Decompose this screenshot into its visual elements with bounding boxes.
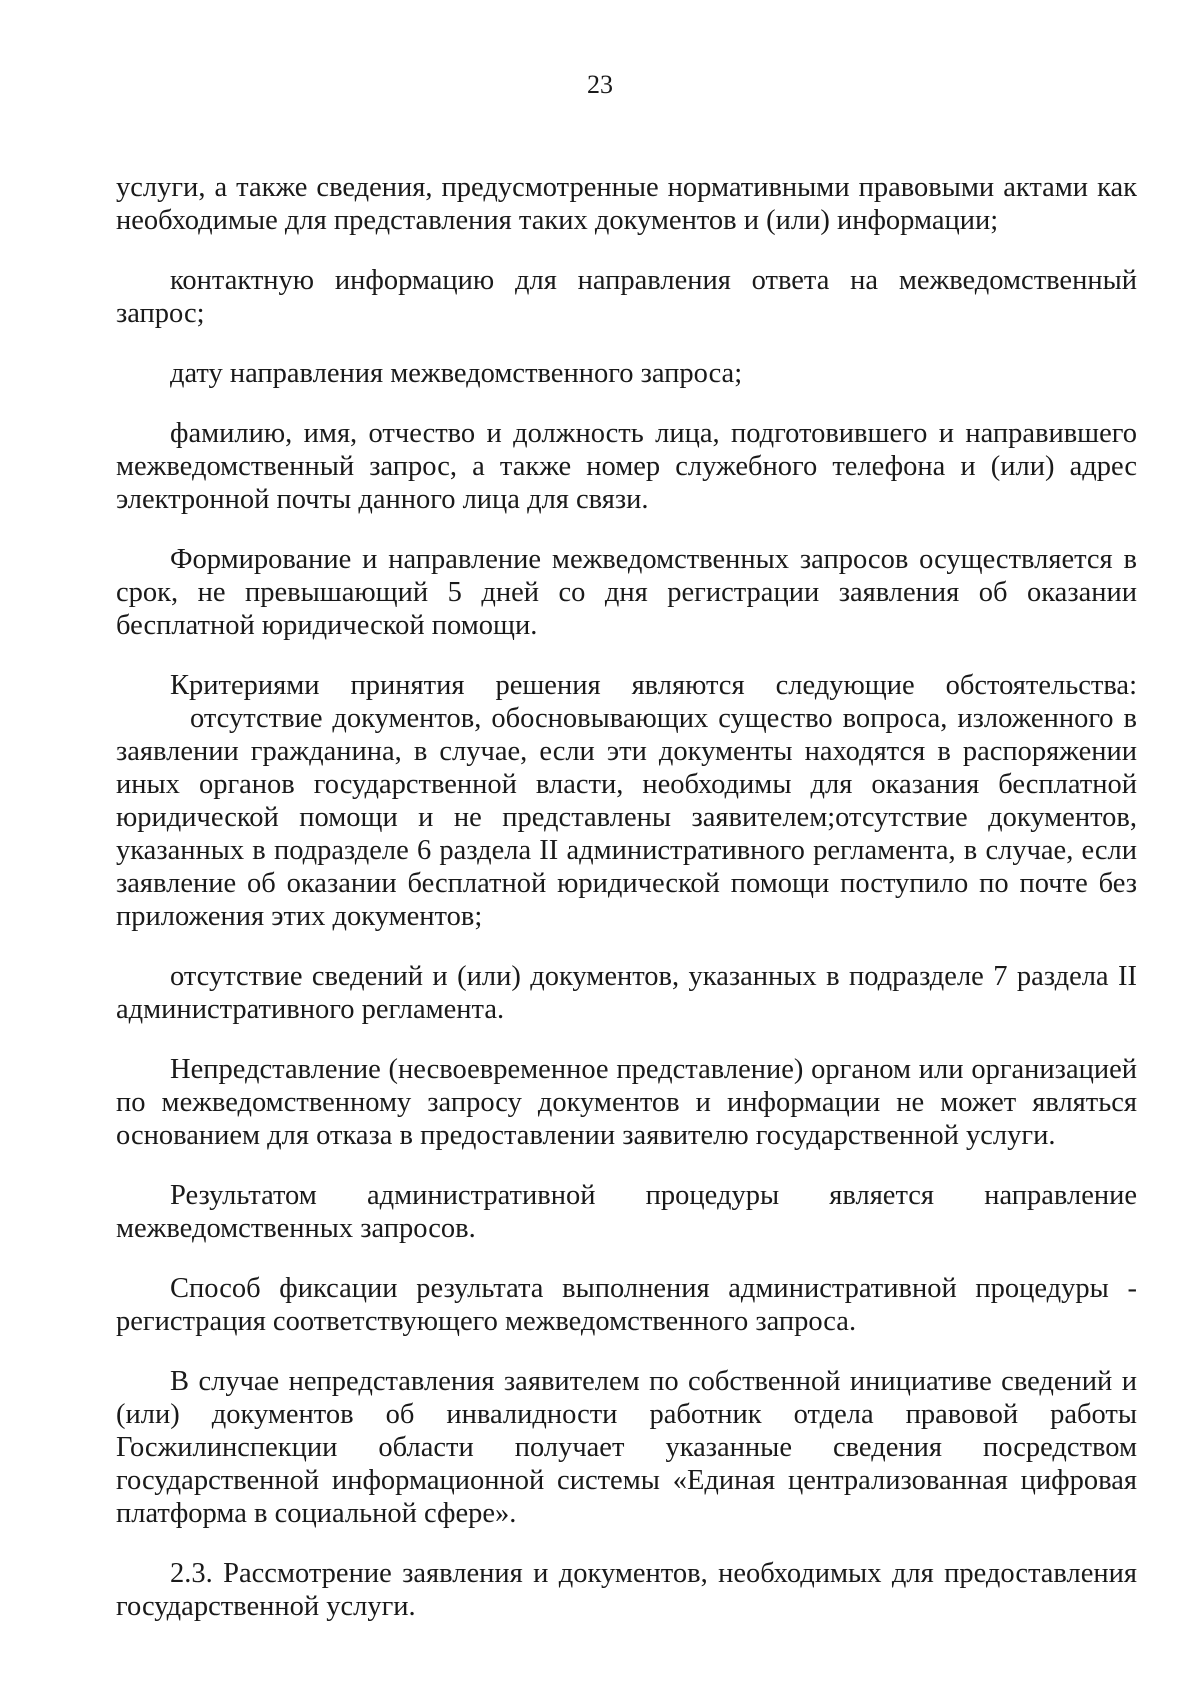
paragraph-3: дату направления межведомственного запроса; [170, 358, 743, 389]
paragraph-9: Непредставление (несвоевременное представление) органом или организацией по межведомственному запросу документов и информации не может являться основанием для отказа в предоставлении заявителю государственной услуги. [116, 1054, 1137, 1151]
paragraph-7: отсутствие документов, обосновывающих существо вопроса, изложенного в заявлении гражданина, в случае, если эти документы находятся в распоряжении иных органов государственной власти, необходимы для оказания бесплатной юридической помощи и не представлены заявителем;отсутствие документов, указанных в подразделе 6 раздела II административного регламента, в случае, если заявление об оказании бесплатной юридической помощи поступило по почте без приложения этих документов; [116, 703, 1137, 932]
document-body [116, 171, 1137, 1650]
paragraph-12: В случае непредставления заявителем по собственной инициативе сведений и (или) документов об инвалидности работник отдела правовой работы Госжилинспекции области получает указанные сведения посредством государственной информационной системы «Единая централизованная цифровая платформа в социальной сфере». [116, 1366, 1137, 1529]
paragraph-11: Способ фиксации результата выполнения административной процедуры - регистрация соответствующего межведомственного запроса. [116, 1273, 1137, 1337]
paragraph-1: услуги, а также сведения, предусмотренные нормативными правовыми актами как необходимые для представления таких документов и (или) информации; [116, 172, 1137, 236]
page-number: 23 [587, 70, 613, 99]
paragraph-13: 2.3. Рассмотрение заявления и документов, необходимых для предоставления государственной услуги. [116, 1558, 1137, 1622]
paragraph-5: Формирование и направление межведомственных запросов осуществляется в срок, не превышающий 5 дней со дня регистрации заявления об оказании бесплатной юридической помощи. [116, 544, 1137, 641]
paragraph-10: Результатом административной процедуры является направление межведомственных запросов. [116, 1180, 1137, 1244]
paragraph-2: контактную информацию для направления ответа на межведомственный запрос; [116, 265, 1137, 329]
paragraph-4: фамилию, имя, отчество и должность лица, подготовившего и направившего межведомственный запрос, а также номер служебного телефона и (или) адрес электронной почты данного лица для связи. [116, 418, 1137, 515]
paragraph-8: отсутствие сведений и (или) документов, указанных в подразделе 7 раздела II административного регламента. [116, 961, 1137, 1025]
paragraph-6: Критериями принятия решения являются следующие обстоятельства: [170, 670, 1137, 701]
